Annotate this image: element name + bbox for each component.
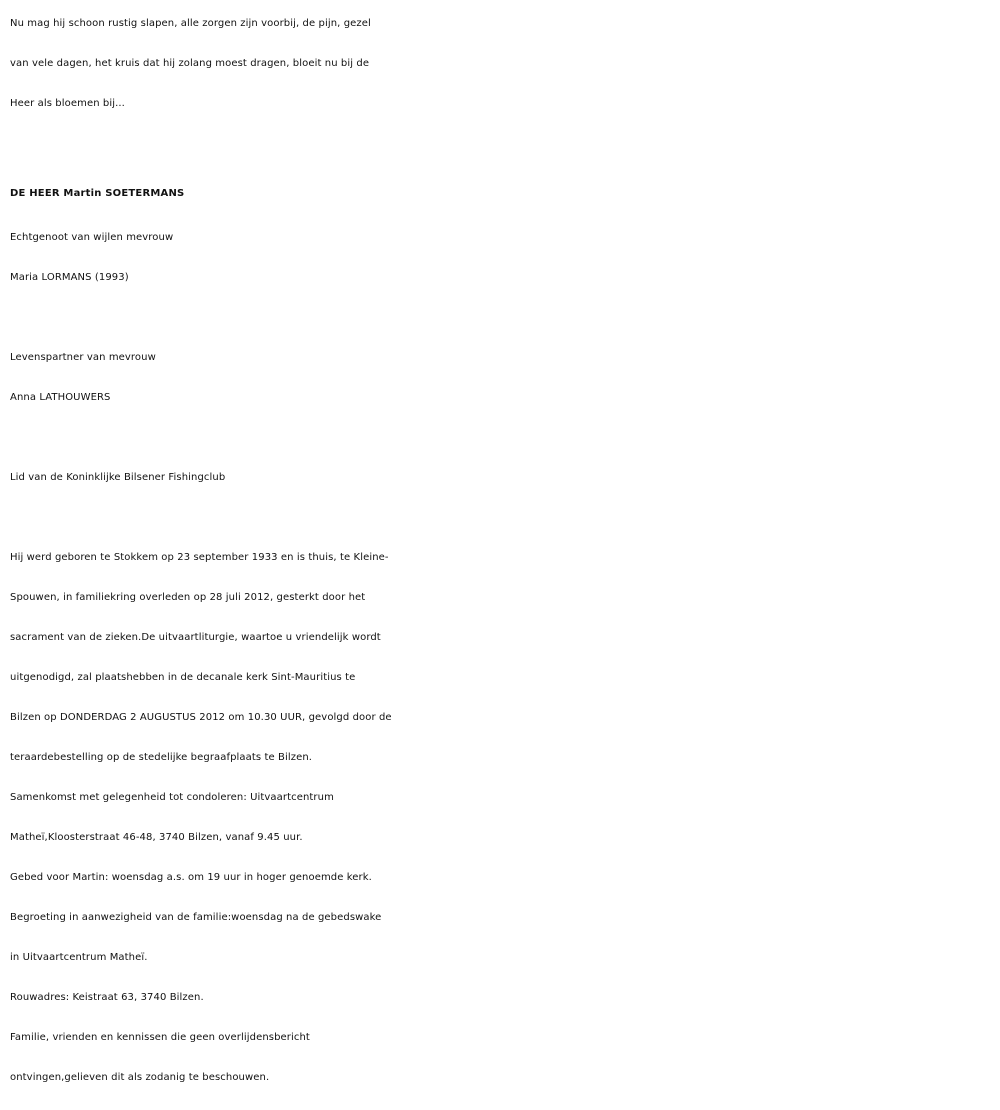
poem-line: van vele dagen, het kruis dat hij zolang moest dragen, bloeit nu bij de: [10, 58, 370, 69]
partner-name: Anna LATHOUWERS: [10, 392, 111, 403]
poem-line: Nu mag hij schoon rustig slapen, alle zorgen zijn voorbij, de pijn, gezel: [10, 18, 371, 29]
details-line: Begroeting in aanwezigheid van de familie:woensdag na de gebedswake: [10, 912, 382, 923]
details-line: Matheï,Kloosterstraat 46-48, 3740 Bilzen, vanaf 9.45 uur.: [10, 832, 303, 843]
spouse-line: Echtgenoot van wijlen mevrouw: [10, 232, 174, 243]
membership-line: Lid van de Koninklijke Bilsener Fishingclub: [10, 472, 226, 483]
details-line: Familie, vrienden en kennissen die geen overlijdensbericht: [10, 1032, 310, 1043]
partner-line: Levenspartner van mevrouw: [10, 352, 156, 363]
details-line: Rouwadres: Keistraat 63, 3740 Bilzen.: [10, 992, 204, 1003]
poem-line: Heer als bloemen bij...: [10, 98, 125, 109]
details-line: uitgenodigd, zal plaatshebben in de decanale kerk Sint-Mauritius te: [10, 672, 356, 683]
spouse-name: Maria LORMANS (1993): [10, 272, 129, 283]
details-line: Samenkomst met gelegenheid tot condoleren: Uitvaartcentrum: [10, 792, 334, 803]
spouse-section: [10, 218, 995, 298]
memorial-poem: [10, 4, 995, 124]
details-line: Spouwen, in familiekring overleden op 28 juli 2012, gesterkt door het: [10, 592, 366, 603]
details-line: Gebed voor Martin: woensdag a.s. om 19 uur in hoger genoemde kerk.: [10, 872, 372, 883]
details-line: sacrament van de zieken.De uitvaartliturgie, waartoe u vriendelijk wordt: [10, 632, 381, 643]
funeral-details: [10, 538, 995, 1098]
deceased-name-heading: DE HEER Martin SOETERMANS: [10, 188, 185, 199]
obituary-notice: [10, 4, 995, 1098]
details-line: ontvingen,gelieven dit als zodanig te beschouwen.: [10, 1072, 270, 1083]
details-line: Hij werd geboren te Stokkem op 23 september 1933 en is thuis, te Kleine-: [10, 552, 389, 563]
details-line: teraardebestelling op de stedelijke begraafplaats te Bilzen.: [10, 752, 313, 763]
details-line: in Uitvaartcentrum Matheï.: [10, 952, 148, 963]
partner-section: [10, 338, 995, 418]
details-line: Bilzen op DONDERDAG 2 AUGUSTUS 2012 om 10.30 UUR, gevolgd door de: [10, 712, 392, 723]
